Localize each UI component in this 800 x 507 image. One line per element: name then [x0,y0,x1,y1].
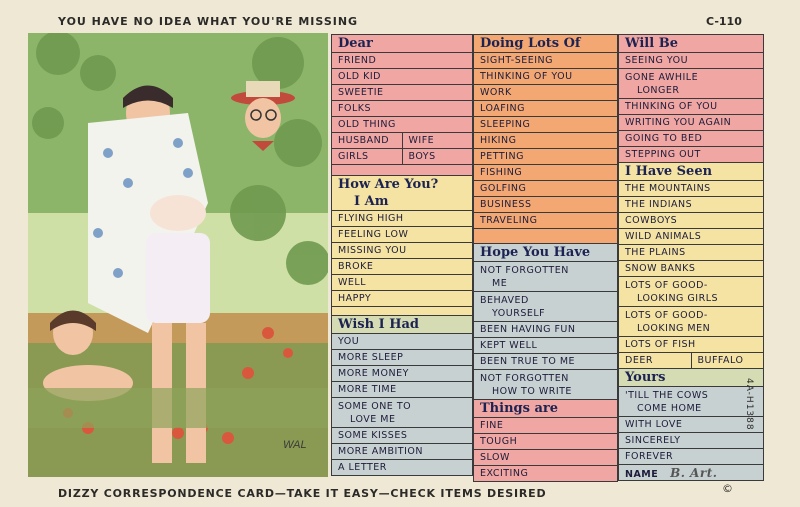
checkbox-item[interactable]: BROKE [332,259,472,275]
checkbox-item[interactable]: FRIEND [332,53,472,69]
checkbox-item[interactable]: THINKING OF YOU [619,99,763,115]
checkbox-pair [332,133,472,149]
checkbox-item[interactable]: SINCERELY [619,433,763,449]
card-title: YOU HAVE NO IDEA WHAT YOU'RE MISSING [58,15,359,28]
checkbox-item[interactable]: TOUGH [474,434,617,450]
checkbox-item[interactable]: SNOW BANKS [619,261,763,277]
checkbox-item[interactable]: SWEETIE [332,85,472,101]
checkbox-item[interactable]: A LETTER [332,460,472,476]
checkbox-item[interactable]: MORE AMBITION [332,444,472,460]
checkbox-item[interactable]: PETTING [474,149,617,165]
column-will-be [618,34,764,481]
checkbox-item[interactable]: GIRLS [338,151,369,162]
spacer [474,229,617,244]
spacer [332,307,472,316]
checkbox-item[interactable]: FINE [474,418,617,434]
checkbox-item[interactable]: TRAVELING [474,213,617,229]
checkbox-pair [332,149,472,165]
checkbox-item[interactable]: BEEN HAVING FUN [474,322,617,338]
checkbox-item[interactable]: HAPPY [332,291,472,307]
checkbox-item[interactable]: THE MOUNTAINS [619,181,763,197]
checkbox-item[interactable]: HUSBAND [338,135,390,146]
item-line: GONE AWHILE [625,72,699,83]
checkbox-item[interactable]: BEEN TRUE TO ME [474,354,617,370]
card-code: C-110 [706,15,742,28]
heading-wish-i-had: Wish I Had [332,316,472,334]
checkbox-item[interactable]: COWBOYS [619,213,763,229]
checkbox-item[interactable]: WORK [474,85,617,101]
checkbox-item[interactable] [619,387,763,417]
checkbox-item[interactable]: SLOW [474,450,617,466]
checkbox-item[interactable]: OLD THING [332,117,472,133]
checkbox-item[interactable] [619,69,763,99]
checkbox-item[interactable]: THINKING OF YOU [474,69,617,85]
name-field[interactable] [619,465,763,481]
item-line: LOOKING MEN [637,323,711,334]
heading-things-are: Things are [474,400,617,418]
checkbox-item[interactable]: OLD KID [332,69,472,85]
item-line: SOME ONE TO [338,401,412,412]
checkbox-item[interactable]: SIGHT-SEEING [474,53,617,69]
item-line: NOT FORGOTTEN [480,373,569,384]
checkbox-item[interactable]: WILD ANIMALS [619,229,763,245]
copyright-icon: © [722,482,733,495]
checkbox-item[interactable]: MISSING YOU [332,243,472,259]
checkbox-item[interactable]: MORE TIME [332,382,472,398]
checkbox-item[interactable]: LOTS OF FISH [619,337,763,353]
checkbox-item[interactable]: GOLFING [474,181,617,197]
handwritten-name: B. Art. [670,466,718,480]
checkbox-item[interactable]: YOU [332,334,472,350]
column-dear [331,34,473,476]
checkbox-item[interactable]: WRITING YOU AGAIN [619,115,763,131]
item-line: LOTS OF GOOD- [625,310,708,321]
checkbox-item[interactable]: WELL [332,275,472,291]
checkbox-item[interactable] [619,307,763,337]
item-line: NOT FORGOTTEN [480,265,569,276]
heading-how-are-you: How Are You? [332,176,472,193]
item-line: LOVE ME [350,414,396,425]
item-line: LOTS OF GOOD- [625,280,708,291]
checkbox-item[interactable]: MORE MONEY [332,366,472,382]
checkbox-item[interactable]: SLEEPING [474,117,617,133]
checkbox-item[interactable]: FOREVER [619,449,763,465]
checkbox-item[interactable]: KEPT WELL [474,338,617,354]
heading-will-be: Will Be [619,35,763,53]
heading-i-have-seen: I Have Seen [619,163,763,181]
checkbox-item[interactable]: LOAFING [474,101,617,117]
item-line: BEHAVED [480,295,529,306]
checkbox-item[interactable]: STEPPING OUT [619,147,763,163]
checkbox-item[interactable]: BUSINESS [474,197,617,213]
side-code: 4A-H1388 [744,378,754,431]
checkbox-item[interactable]: BOYS [402,149,473,164]
checkbox-item[interactable]: MORE SLEEP [332,350,472,366]
item-line: ME [492,278,508,289]
checkbox-item[interactable]: FISHING [474,165,617,181]
checkbox-item[interactable]: SOME KISSES [332,428,472,444]
item-line: LOOKING GIRLS [637,293,719,304]
item-line: YOURSELF [492,308,546,319]
checkbox-item[interactable]: FLYING HIGH [332,211,472,227]
checkbox-item[interactable]: THE PLAINS [619,245,763,261]
column-doing [473,34,618,482]
checkbox-item[interactable]: EXCITING [474,466,617,482]
heading-hope-you-have: Hope You Have [474,244,617,262]
item-line: 'TILL THE COWS [625,390,709,401]
item-line: LONGER [637,85,680,96]
checkbox-item[interactable]: HIKING [474,133,617,149]
checkbox-item[interactable]: FOLKS [332,101,472,117]
heading-dear: Dear [332,35,472,53]
checkbox-item[interactable] [619,277,763,307]
heading-i-am: I Am [332,193,472,211]
checkbox-item[interactable]: SEEING YOU [619,53,763,69]
checkbox-item[interactable]: DEER [625,355,653,366]
checkbox-item[interactable]: BUFFALO [691,353,764,368]
illustration [28,33,328,477]
item-line: HOW TO WRITE [492,386,572,397]
checkbox-item[interactable]: WIFE [402,133,473,148]
heading-doing-lots-of: Doing Lots Of [474,35,617,53]
checkbox-item[interactable]: WITH LOVE [619,417,763,433]
heading-yours: Yours [619,369,763,387]
beach-scene-illustration [28,33,328,477]
checkbox-item[interactable]: THE INDIANS [619,197,763,213]
checkbox-pair [619,353,763,369]
checkbox-item[interactable] [474,370,617,400]
checkbox-item[interactable] [332,398,472,428]
item-line: COME HOME [637,403,702,414]
checkbox-item[interactable] [474,292,617,322]
name-label: NAME [625,469,659,480]
checkbox-item[interactable] [474,262,617,292]
checkbox-item[interactable]: GOING TO BED [619,131,763,147]
artist-signature: WAL [283,439,307,451]
spacer [332,165,472,176]
checkbox-item[interactable]: FEELING LOW [332,227,472,243]
card-footer: DIZZY CORRESPONDENCE CARD—TAKE IT EASY—CHECK ITEMS DESIRED [58,487,547,500]
